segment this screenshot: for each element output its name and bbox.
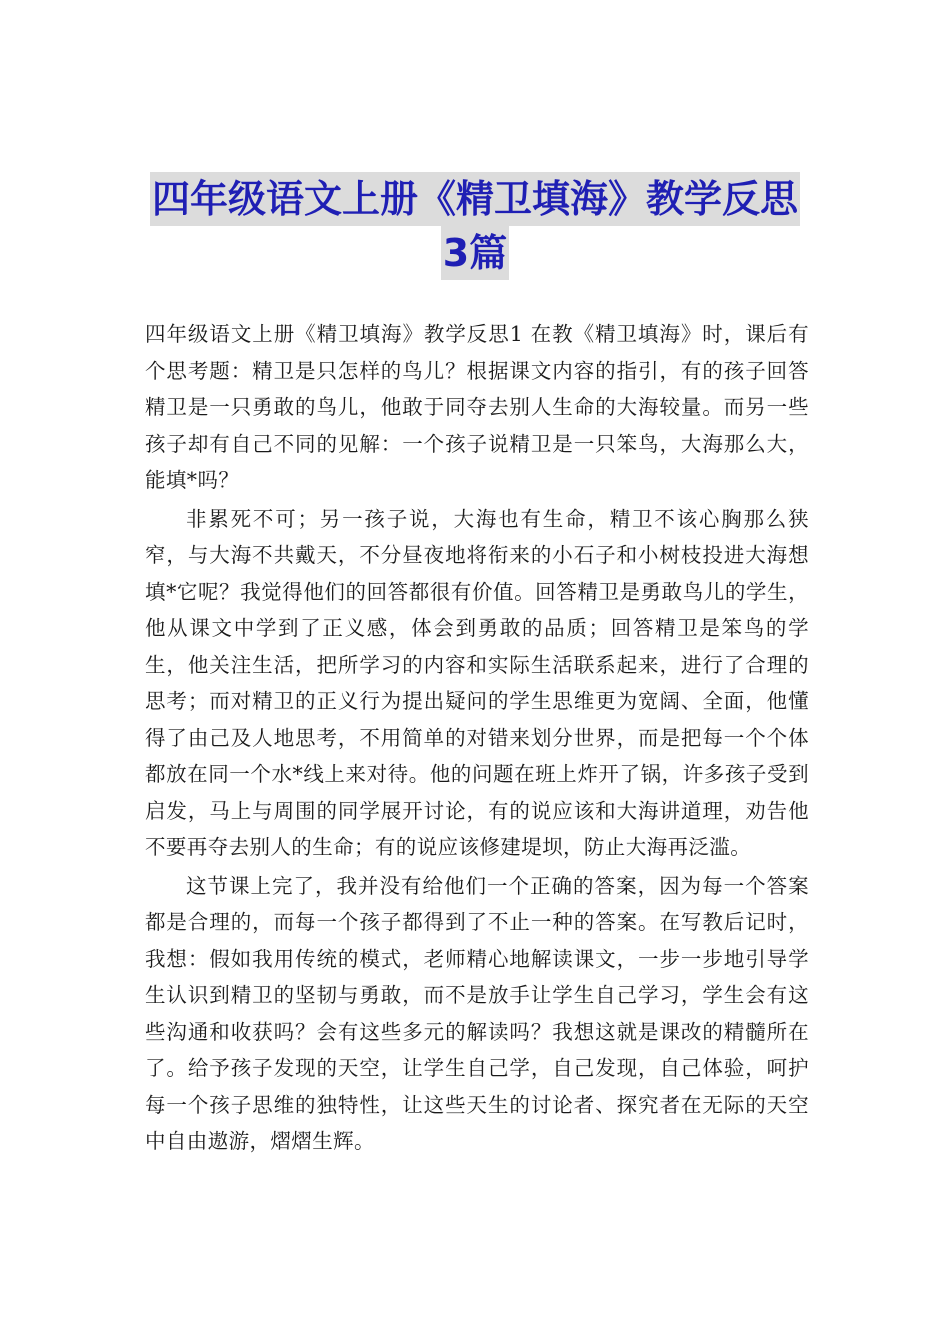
paragraph-1-heading: 四年级语文上册《精卫填海》教学反思1 [145,322,524,346]
title-line-1: 四年级语文上册《精卫填海》教学反思 [150,172,800,226]
paragraph-1-text: 在教《精卫填海》时，课后有个思考题：精卫是只怎样的鸟儿？根据课文内容的指引，有的孩子回答精卫是一只勇敢的鸟儿，他敢于同夺去别人生命的大海较量。而另一些孩子却有自己不同的见解：一个孩子说精卫是一只笨鸟，大海那么大，能填*吗？ [145,322,810,492]
document-title [0,172,950,280]
paragraph-2: 非累死不可；另一孩子说，大海也有生命，精卫不该心胸那么狭窄，与大海不共戴天，不分昼夜地将衔来的小石子和小树枝投进大海想填*它呢？我觉得他们的回答都很有价值。回答精卫是勇敢鸟儿的学生，他从课文中学到了正义感，体会到勇敢的品质；回答精卫是笨鸟的学生，他关注生活，把所学习的内容和实际生活联系起来，进行了合理的思考；而对精卫的正义行为提出疑问的学生思维更为宽阔、全面，他懂得了由己及人地思考，不用简单的对错来划分世界，而是把每一个个体都放在同一个水*线上来对待。他的问题在班上炸开了锅，许多孩子受到启发，马上与周围的同学展开讨论，有的说应该和大海讲道理，劝告他不要再夺去别人的生命；有的说应该修建堤坝，防止大海再泛滥。 [145,506,809,859]
title-line-2: 3篇 [441,226,509,280]
document-body [145,316,809,1160]
paragraph-3: 这节课上完了，我并没有给他们一个正确的答案，因为每一个答案都是合理的，而每一个孩子都得到了不止一种的答案。在写教后记时，我想：假如我用传统的模式，老师精心地解读课文，一步一步地引导学生认识到精卫的坚韧与勇敢，而不是放手让学生自己学习，学生会有这些沟通和收获吗？会有这些多元的解读吗？我想这就是课改的精髓所在了。给予孩子发现的天空，让学生自己学，自己发现，自己体验，呵护每一个孩子思维的独特性，让这些天生的讨论者、探究者在无际的天空中自由遨游，熠熠生辉。 [145,873,809,1153]
paragraph-1 [145,316,809,499]
